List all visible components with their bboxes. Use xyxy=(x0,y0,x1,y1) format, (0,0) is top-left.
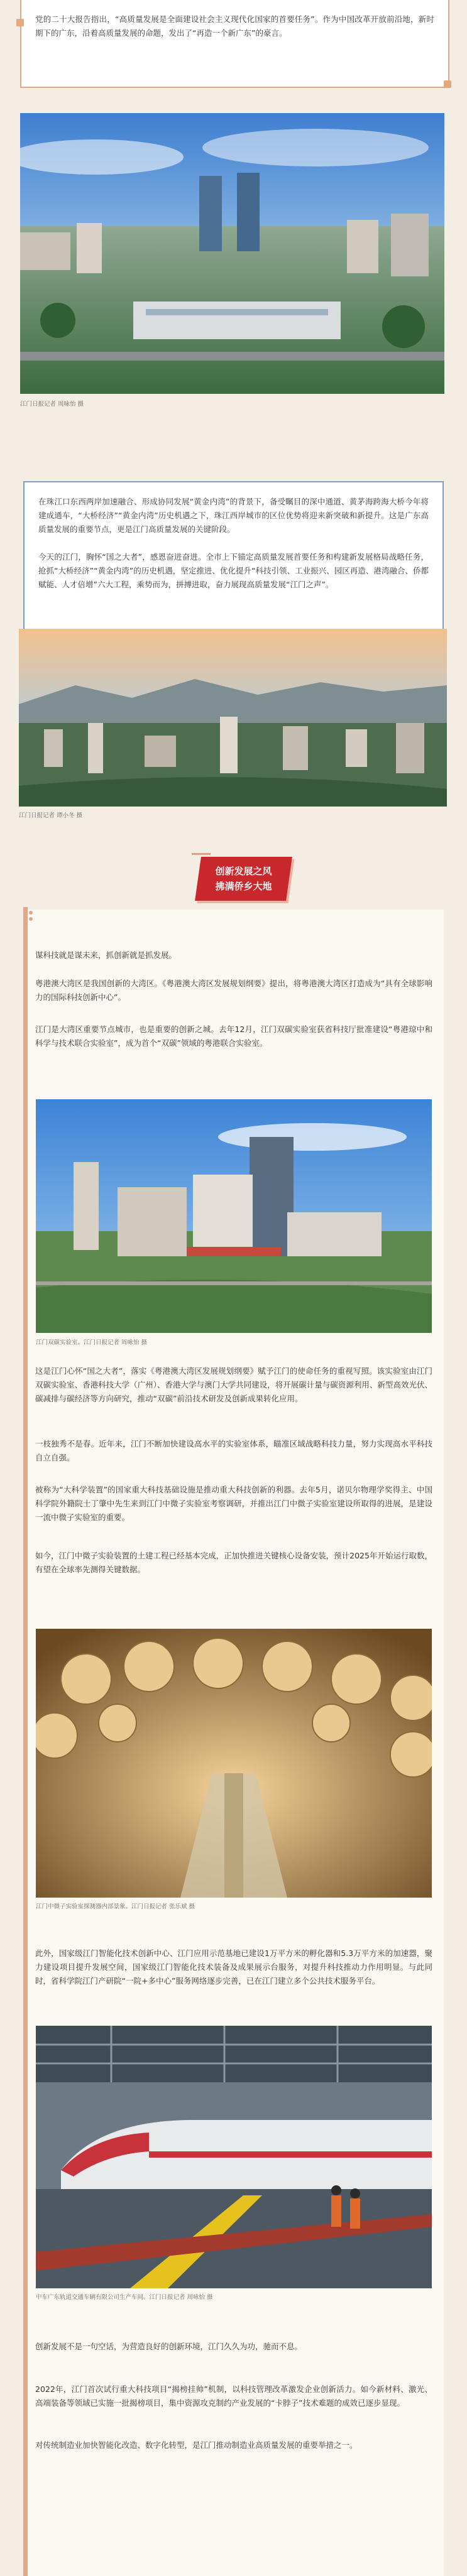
title-decoration xyxy=(192,853,211,855)
main-paragraph: 江门是大湾区重要节点城市，也是重要的创新之城。去年12月，江门双碳实验室获省科技厅批准建设“粤港琼中和科学与技术联合实验室”，成为首个“双碳”领域的粤港联合实验室。 xyxy=(35,1024,432,1048)
main-paragraph: 如今，江门中微子实验装置的土建工程已经基本完成，正加快推进关键核心设备安装，预计2025年开始运行取数，有望在全球率先测得关键数据。 xyxy=(35,1551,432,1574)
cityscape-photo xyxy=(19,629,447,807)
photo-caption: 江门日报记者 谭小冬 摄 xyxy=(19,812,83,819)
intro-corner-decoration xyxy=(444,80,451,88)
section-title-line: 拂满侨乡大地 xyxy=(215,881,272,892)
box-paragraph: 今天的江门，胸怀“国之大者”，感恩奋进奋进。全市上下锚定高质量发展首要任务和构建新发展格局战略任务，抢抓“大桥经济”“黄金内湾”的历史机遇，坚定推进、优化提升“科技引领、工业振兴、园区再造、港湾融合、侨都赋能、人才倍增”六大工程，乘势而为，拼搏进取，奋力展现高质量发展“江门之声”。 xyxy=(38,552,429,589)
box-paragraph: 在珠江口东西两岸加速融合、形成协同发展“黄金内湾”的背景下，备受瞩目的深中通道、黄茅海跨海大桥今年将建成通车，“大桥经济”“黄金内湾”历史机遇之下，珠江西岸城市的区位优势将迎来新突破和新提升。这是广东高质量发展的重要节点，更是江门高质量发展的关键阶段。 xyxy=(38,497,429,534)
photo-caption: 中车广东轨道交通车辆有限公司生产车间。江门日报记者 周咏怡 摄 xyxy=(36,2294,213,2301)
main-paragraph: 一枝独秀不是春。近年来，江门不断加快建设高水平的实验室体系，瞄准区域战略科技力量，努力实现高水平科技自立自强。 xyxy=(35,1439,432,1462)
main-paragraph: 创新发展不是一句空话，为营造良好的创新环境，江门久久为功，驰而不息。 xyxy=(35,2342,303,2351)
intro-corner-decoration xyxy=(16,19,24,26)
background-box xyxy=(23,481,444,651)
photo-caption: 江门中微子实验室探测器内部景象。江门日报记者 张乐斌 摄 xyxy=(36,1903,195,1910)
decoration-dot xyxy=(29,917,33,921)
main-paragraph: 此外，国家级江门智能化技术创新中心、江门应用示范基地已建设1万平方米的孵化器和5.3万平方米的加速器，聚力建设项目提升发展空间，国家级江门智能化技术装备及成果展示台服务，对提升科技推动力作用明显。与此同时，省科学院江门产研院“一院+多中心”服务网络逐步完善，已在江门建立多个公共技术服务平台。 xyxy=(35,1948,432,1986)
train-factory-photo xyxy=(36,2026,432,2288)
intro-text: 党的二十大报告指出，“高质量发展是全面建设社会主义现代化国家的首要任务”。作为中国改革开放前沿地，新时期下的广东，沿着高质量发展的命题，发出了“再造一个新广东”的豪言。 xyxy=(35,14,434,38)
section-title-line: 创新发展之风 xyxy=(215,866,272,877)
lab-building-photo xyxy=(36,1099,432,1333)
main-paragraph: 2022年，江门首次试行重大科技项目“揭榜挂帅”机制，以科技管理改革激发企业创新活力。如今新材料、激光、高端装备等领域已实施一批揭榜项目，集中资源攻克制约产业发展的“卡脖子”技术难题的成效已逐步显现。 xyxy=(35,2384,432,2408)
neutrino-detector-photo xyxy=(36,1629,432,1898)
decoration-dot xyxy=(29,911,33,915)
photo-caption: 江门日报记者 周咏怡 摄 xyxy=(20,401,84,408)
main-paragraph: 这是江门心怀“国之大者”，落实《粤港澳大湾区发展规划纲要》赋予江门的使命任务的重视写照。该实验室由江门双碳实验室、香港科技大学（广州）、香港大学与澳门大学共同建设，将开展碳计量与碳资源利用、新型高效光伏、碳减排与碳经济等方向研究，推动“双碳”前沿技术研发及创新成果转化应用。 xyxy=(35,1366,432,1403)
main-paragraph: 谋科技就是谋未来，抓创新就是抓发展。 xyxy=(35,950,177,960)
section-title xyxy=(198,857,289,901)
photo-caption: 江门双碳实验室。江门日报记者 周咏怡 摄 xyxy=(36,1339,148,1346)
main-paragraph: 被称为“大科学装置”的国家重大科技基础设施是推动重大科技创新的利器。去年5月，诺贝尔物理学奖得主、中国科学院外籍院士丁肇中先生来到江门中微子实验室考察调研，并推出江门中微子实验室建设所取得的进展，是建设一流中微子实验室的重要。 xyxy=(35,1485,432,1522)
main-paragraph: 粤港澳大湾区是我国创新的大湾区。《粤港澳大湾区发展规划纲要》提出，将粤港澳大湾区打造成为“具有全球影响力的国际科技创新中心”。 xyxy=(35,979,432,1002)
intro-box xyxy=(20,0,449,88)
main-paragraph: 对传统制造业加快智能化改造、数字化转型，是江门推动制造业高质量发展的重要举措之一。 xyxy=(35,2440,358,2450)
left-accent-stripe xyxy=(23,907,28,2576)
city-aerial-photo xyxy=(20,113,444,394)
